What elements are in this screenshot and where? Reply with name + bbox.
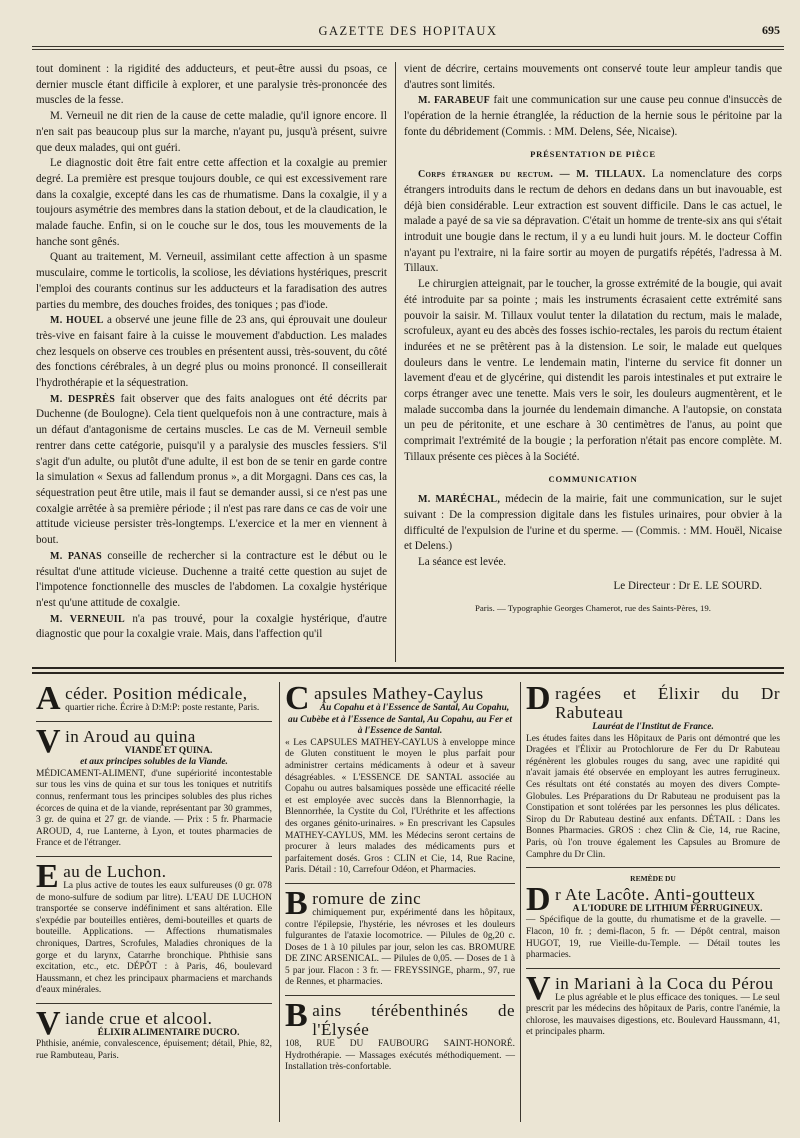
paragraph: [36, 392, 387, 549]
ad-initial: V: [36, 1004, 62, 1042]
ad-pretitle: REMÈDE DU: [630, 874, 676, 884]
advertisement: [285, 997, 515, 1074]
ads-column-2: [285, 680, 515, 1080]
paragraph-text: vient de décrire, certains mouvements ont conservé toute leur ampleur tandis que d'autres sont limités.: [404, 63, 782, 91]
paragraph-text: Le diagnostic doit être fait entre cette affection et la coxalgie au premier degré. La première est presque toujours double, ce qui est excessivement rare dans la coxalgie, excepté dans les cas de rhumatisme. Dans la coxalgie, il y a toujours asymétrie des membres dans la station debout, et de la claudication, le malade fauche. Enfin, si on le couche sur le dos, tous les mouvements de la hanche sont gênés.: [36, 157, 387, 248]
paragraph: [36, 62, 387, 109]
ad-title: [526, 969, 780, 1007]
ad-initial: V: [526, 969, 552, 1007]
ad-subtitle: ÉLIXIR ALIMENTAIRE DUCRO.: [97, 1027, 240, 1038]
section-heading: COMMUNICATION: [548, 473, 638, 484]
ad-title-text: iande crue et alcool.: [65, 1008, 213, 1028]
ad-separator: [285, 883, 515, 884]
paragraph: [36, 313, 387, 392]
advertisement: [36, 722, 272, 850]
paragraph-text: fait une communication sur une cause peu connue d'insuccès de l'opération de la hernie étranglée, la réduction de la hernie sous le péritoine par la fonte du débridement (Commis. : MM. Delens, Sée, Nicaise).: [404, 94, 782, 138]
speaker-name: M. FARABEUF: [418, 95, 491, 107]
ad-body: « Les CAPSULES MATHEY-CAYLUS à enveloppe mince de Gluten constituent le moyen le plus parfait pour administrer certains médicaments à odeur et à saveur désagréables. « L'ESSENCE DE SANTAL associée au Copahu ou autres balsamiques possède une efficacité réelle et est employée avec succès dans la Blennorrhagie, la Blennorrhée, la Cystite du Col, l'Uréthrite et les affections des organes génito-urinaires. » En prescrivant les Capsules MATHEY-CAYLUS, MM. les Médecins seront certains de procurer à leurs malades des médicaments purs et parfaitement dosés. Gros : CLIN et Cie, 14, Rue Racine, Paris. Détail : 10, Carrefour Odéon, et Pharmacies.: [285, 737, 515, 876]
paragraph-text: La séance est levée.: [418, 556, 507, 569]
paragraph-text: Le chirurgien atteignait, par le toucher, la grosse extrémité de la bougie, qui avait été introduite par sa pointe ; mais les instruments écrasaient cette extrémité sans pouvoir la saisir. M. Tillaux voulut tenter la dilatation du rectum, mais le malade, scrofuleux, ayant eu des abcès des fosses ischio-rectales, les parois du rectum étaient indurées et ne se prêtèrent pas à la distension. Le soir, le malade eut quelques douleurs dans le ventre. Le lendemain matin, l'interne du service fit donner un lavement d'eau et de glycérine, qui distendit les parois intestinales et put extraire le corps étranger avec une tenette. Mais vers le soir, les douleurs augmentèrent, et le malade succomba dans la journée du lendemain dimanche. A l'autopsie, on constata un peu de péritonite, et une eschare à 30 centimètres de l'anus, au point que comprimait l'extrémité de la bougie ; la perforation n'était pas encore complète. M. Tillaux présente ces pièces à la Société.: [404, 278, 782, 463]
paragraph: [404, 167, 782, 277]
ad-title: [285, 884, 515, 922]
ad-title: [36, 857, 272, 895]
ad-subtitle: A L'IODURE DE LITHIUM FERRUGINEUX.: [572, 903, 763, 914]
paragraph: [36, 250, 387, 313]
ad-initial: B: [285, 997, 309, 1035]
ad-tagline: et aux principes solubles de la Viande.: [80, 757, 228, 768]
paragraph-text: fait observer que des faits analogues ont été décrits par Duchenne (de Boulogne). Cela tient quelquefois non à une contracture, mais à un défaut d'antagonisme de certains muscles. Le cas de M. Verneuil semble rentrer dans cette catégorie, puisqu'il y a paralysie des muscles fessiers. S'il s'agit d'un adulte, ou plutôt d'une adulte, il est bon de se tenir en garde contre la simulation « Sexus ad fallendum pronus », a dit Morgagni. Dans ces cas, la séquestration peut être utile, mais il faut se demander aussi, si ce n'est pas une coxalgie arrêtée à sa première période ; il n'est pas rare dans ce cas de voir une attitude vicieuse persister très-longtemps. L'exercice et la mer en viennent à bout.: [36, 392, 388, 547]
ad-separator: [36, 721, 272, 722]
director-signature: Le Directeur : Dr E. LE SOURD.: [613, 579, 762, 592]
ad-title-text: in Mariani à la Coca du Pérou: [555, 973, 774, 993]
ad-body: chimiquement pur, expérimenté dans les hôpitaux, contre l'épilepsie, l'hystérie, les névroses et les douleurs fulgurantes de l'ataxie locomotrice. — Pilules de 0g,20 c. Doses de 1 à 10 pilules par jour, selon les cas. BROMURE DE ZINC ARSENICAL. — Pilules de 0,05. — Doses de 1 à 5 par jour. Flacon : 3 fr. — FREYSSINGE, pharm., 97, rue de Rennes, et pharmacies.: [285, 907, 515, 988]
ad-title-text: ragées et Élixir du Dr Rabuteau: [555, 684, 780, 722]
printer-imprint: Paris. — Typographie Georges Chamerot, rue des Saints-Pères, 19.: [474, 602, 712, 613]
ad-title-text: apsules Mathey-Caylus: [314, 684, 484, 703]
ad-separator: [526, 867, 780, 868]
paragraph: [404, 93, 782, 140]
section-heading: PRÉSENTATION DE PIÈCE: [530, 148, 656, 159]
column-divider: [395, 62, 396, 662]
ad-body: Les études faites dans les Hôpitaux de Paris ont démontré que les Dragées et l'Élixir au Protochlorure de Fer du Dr Rabuteau régénèrent les globules rouges du sang, avec une rapidité qui n'avait jamais été observée en employant les autres ferrugineux. Ces résultats ont été constatés au moyen des divers Compte-Globules. Les Préparations du Dr Rabuteau ne produisent pas la Constipation et sont tolérées par les personnes les plus délicates. Sirop du Dr Rabuteau destiné aux enfants. DÉTAIL : Dans les Bonnes Pharmacies. GROS : chez Clin & Cie, 14, rue Racine, Paris, où l'on trouve également les Capsules au Bromure de Camphre du Dr Clin.: [526, 733, 780, 860]
ad-title-text: in Aroud au quina: [65, 726, 196, 746]
ads-top-rule: [32, 667, 784, 669]
paragraph-text: La nomenclature des corps étrangers introduits dans le rectum de dehors en dedans dans un but inavouable, est déjà bien considérable. Leur extraction est souvent difficile. Dans le cas actuel, le malade a payé de sa vie sa dépravation. C'était un homme de trente-six ans qui s'était introduit une bougie dans le rectum, il y a eu lundi huit jours. M. le docteur Coffin n'ayant pu l'extraire, ni la faire sortir au moyen de purgatifs répétés, l'adressa à M. Tillaux.: [404, 168, 782, 275]
ads-divider-1: [279, 682, 280, 1122]
advertisement: [36, 680, 272, 717]
speaker-name: M. HOUEL: [50, 315, 104, 327]
ad-initial: D: [526, 680, 552, 717]
paragraph: [36, 549, 387, 612]
ad-body: — Spécifique de la goutte, du rhumatisme et de la gravelle. — Flacon, 10 fr. ; demi-flacon, 5 fr. — Dépôt central, maison HUGOT, 19, rue Vieille-du-Temple. — Détail toutes les pharmacies.: [526, 915, 780, 961]
ad-title-text: céder. Position médicale,: [65, 684, 248, 703]
advertisement: [526, 873, 780, 962]
paragraph-text: Quant au traitement, M. Verneuil, assimilant cette affection à un spasme musculaire, comme le torticolis, la scoliose, les déviations hystériques, prescrit l'emploi des courants continus sur les adducteurs et la faradisation des autres parties du membre, des douches froides, des toniques ; pas d'iode.: [36, 251, 387, 311]
paragraph: [404, 62, 782, 93]
ad-body: Phthisie, anémie, convalescence, épuisement; détail, Phie, 82, rue Rambuteau, Paris.: [36, 1039, 272, 1062]
paragraph-text: conseille de rechercher si la contracture est le début ou le résultat d'une attitude vicieuse. Duchenne a traité cette question au sujet de l'impotence fonctionnelle des muscles de l'abdomen. La coxalgie hystérique n'est qu'une attitude de coxalgie.: [36, 549, 387, 609]
paragraph: [36, 109, 387, 156]
article-right-column: [404, 62, 782, 616]
paragraph-text: tout dominent : la rigidité des adducteurs, et peut-être aussi du psoas, ce dernier muscle étant difficile à explorer, et une paralysie très-prononcée des muscles de la fesse.: [36, 63, 387, 107]
speaker-name: M. VERNEUIL: [50, 613, 125, 625]
speaker-name: M. MARÉCHAL,: [418, 494, 501, 506]
paragraph: [404, 555, 782, 571]
paragraph: [36, 156, 387, 250]
ad-tagline: Lauréat de l'Institut de France.: [592, 722, 714, 732]
ad-body: Le plus agréable et le plus efficace des toniques. — Le seul prescrit par les médecins des hôpitaux de Paris, contre l'anémie, la chlorose, les mauvaises digestions, etc. Boulevard Haussmann, 41, et principales pharm.: [526, 992, 780, 1038]
ad-title: [285, 997, 515, 1040]
ad-body: 108, RUE DU FAUBOURG SAINT-HONORÉ. Hydrothérapie. — Massages exécutés méthodiquement. — Installation très-confortable.: [285, 1039, 515, 1073]
ad-separator: [526, 968, 780, 969]
ads-column-1: [36, 680, 272, 1069]
paragraph-text: a observé une jeune fille de 23 ans, qui éprouvait une douleur très-vive en faisant faire à la cuisse le mouvement d'abduction. Les malades chez lesquels on observe ces troubles en présentent aussi, très-souvent, du côté des fonctions cérébrales, à un degré plus ou moins prononcé. Il conseillerait l'hydrothérapie et la séquestration.: [36, 314, 387, 390]
ad-initial: D: [526, 880, 552, 918]
speaker-name: M. PANAS: [50, 550, 103, 562]
ad-body: MÉDICAMENT-ALIMENT, d'une supériorité incontestable sur tous les vins de quina et sur tous les toniques et nutritifs connus, renfermant tous les principes solubles des plus riches écorces de quina et de la viande, représentant par 30 grammes, 3 gr. de quina et 27 gr. de viande. — Prix : 5 fr. Pharmacie AROUD, 4, rue Lanterne, à Lyon, et toutes pharmacies de France et de l'étranger.: [36, 768, 272, 849]
paragraph-text: médecin de la mairie, fait une communication, sur le sujet suivant : De la compression digitale dans les fistules urinaires, pour obvier à la difficulté de l'expulsion de l'urine et du sperme. — (Commis. : MM. Houël, Nicaise et Delens.): [404, 493, 783, 553]
ad-separator: [285, 995, 515, 996]
advertisement: [526, 680, 780, 861]
ad-separator: [36, 856, 272, 857]
ads-top-rule-2: [32, 672, 784, 674]
ad-title-text: r Ate Lacôte. Anti-goutteux: [555, 884, 756, 904]
ad-initial: E: [36, 857, 60, 895]
header-rule-2: [32, 49, 784, 50]
page-number: 695: [762, 23, 780, 37]
ad-separator: [36, 1003, 272, 1004]
ads-column-3: [526, 680, 780, 1045]
paragraph-text: n'a pas trouvé, pour la coxalgie hystérique, d'autre diagnostic que pour la coxalgie vraie. Mais, dans l'affection qu'il: [36, 612, 387, 641]
header-rule: [32, 46, 784, 47]
advertisement: [526, 969, 780, 1039]
speaker-name: Corps étranger du rectum. — M. TILLAUX.: [418, 169, 646, 181]
advertisement: [285, 884, 515, 989]
ad-title-text: au de Luchon.: [63, 861, 167, 881]
ad-initial: A: [36, 680, 62, 717]
advertisement: [36, 1004, 272, 1063]
paragraph: [404, 492, 782, 555]
ad-title: [526, 680, 780, 722]
article-left-column: [36, 62, 387, 643]
ad-subtitle: VIANDE ET QUINA.: [124, 745, 213, 756]
ad-initial: B: [285, 884, 309, 922]
ads-divider-2: [520, 682, 521, 1122]
ad-title: [285, 680, 515, 717]
speaker-name: M. DESPRÈS: [50, 393, 116, 405]
ad-title-text: romure de zinc: [312, 888, 422, 908]
advertisement: [285, 680, 515, 877]
advertisement: [36, 857, 272, 997]
page-header: [32, 22, 784, 42]
ad-title-text: ains térébenthinés de l'Élysée: [312, 1001, 515, 1040]
journal-title: GAZETTE DES HOPITAUX: [318, 24, 498, 38]
ad-tagline: Au Copahu et à l'Essence de Santal, Au Copahu, au Cubèbe et à l'Essence de Santal, Au Copahu, au Fer et à l'Essence de Santal.: [288, 703, 512, 737]
ad-body: quartier riche. Écrire à D:M:P: poste restante, Paris.: [65, 703, 260, 713]
ad-initial: C: [285, 680, 311, 717]
paragraph-text: M. Verneuil ne dit rien de la cause de cette maladie, qu'il ignore encore. Il n'en sait pas beaucoup plus sur la marche, n'ayant pu, jusqu'à présent, suivre que deux malades, qui ont guéri.: [36, 110, 387, 154]
paragraph: [36, 612, 387, 643]
ad-body: La plus active de toutes les eaux sulfureuses (0 gr. 078 de mono-sulfure de sodium par litre). L'EAU DE LUCHON transportée se conserve indéfiniment et sans altération. Elle s'expédie par bouteilles entières, demi-bouteilles et quarts de bouteille. Applications. — Affections rhumatismales chroniques, Dartres, Scrofules, Maladies chroniques de la gorge et du larynx, Catarrhe bronchique. Phthisie sans excitation, etc., etc. DÉPÔT : à Paris, 46, boulevard Haussmann, et chez les principaux pharmaciens et marchands d'eaux minérales.: [36, 880, 272, 996]
paragraph: [404, 277, 782, 465]
ad-initial: V: [36, 722, 62, 760]
